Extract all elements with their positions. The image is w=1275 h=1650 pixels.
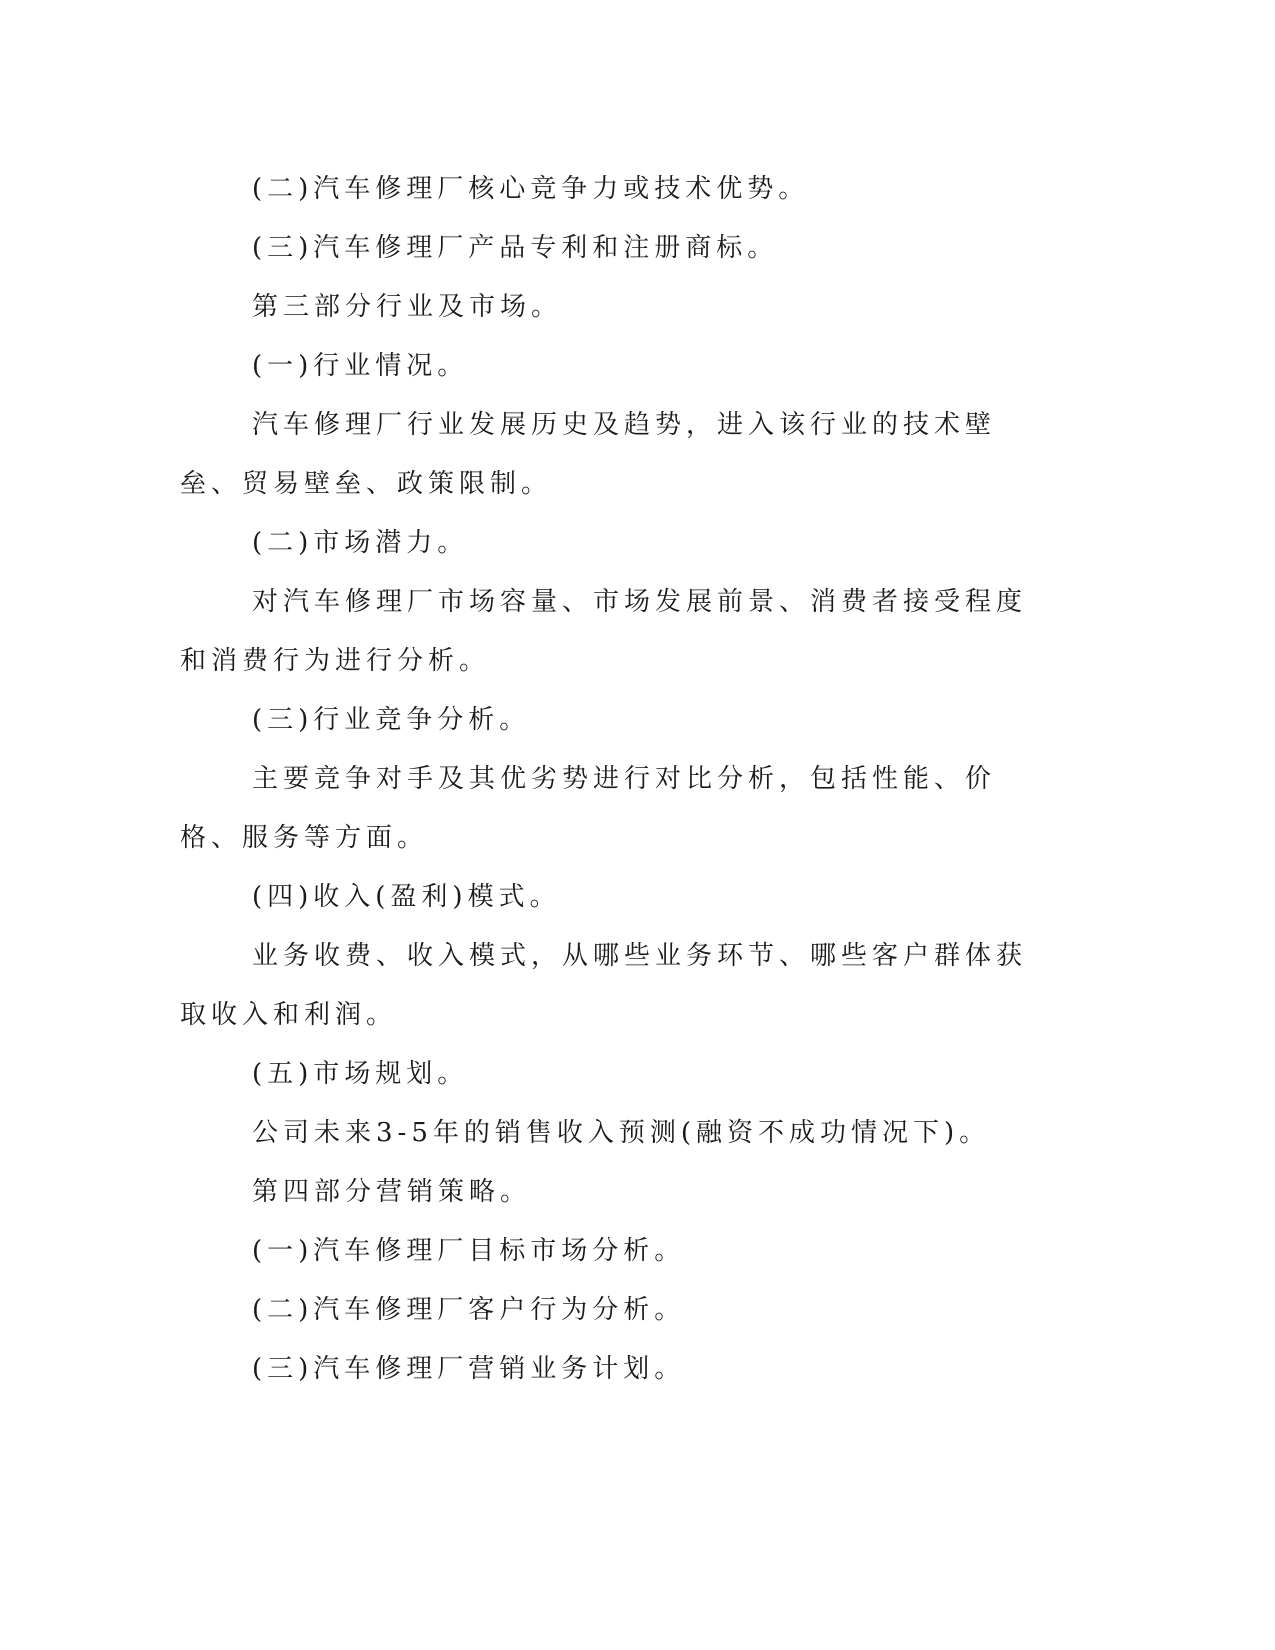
subsection-heading: (五)市场规划。	[252, 1059, 469, 1089]
paragraph: 公司未来3-5年的销售收入预测(融资不成功情况下)。	[252, 1118, 991, 1148]
subsection-heading: (三)汽车修理厂营销业务计划。	[252, 1354, 686, 1384]
paragraph: (二)汽车修理厂核心竞争力或技术优势。	[252, 174, 810, 204]
document-body	[180, 160, 1030, 1399]
subsection-heading: (二)市场潜力。	[252, 528, 469, 558]
subsection-heading: (一)行业情况。	[252, 351, 469, 381]
paragraph: 主要竞争对手及其优劣势进行对比分析，包括性能、价格、服务等方面。	[180, 764, 997, 853]
paragraph: 业务收费、收入模式，从哪些业务环节、哪些客户群体获取收入和利润。	[180, 941, 1028, 1030]
subsection-heading: (一)汽车修理厂目标市场分析。	[252, 1236, 686, 1266]
subsection-heading: (四)收入(盈利)模式。	[252, 882, 561, 912]
subsection-heading: (三)行业竞争分析。	[252, 705, 531, 735]
paragraph: 对汽车修理厂市场容量、市场发展前景、消费者接受程度和消费行为进行分析。	[180, 587, 1028, 676]
section-heading: 第四部分营销策略。	[252, 1177, 532, 1207]
subsection-heading: (二)汽车修理厂客户行为分析。	[252, 1295, 686, 1325]
section-heading: 第三部分行业及市场。	[252, 292, 563, 322]
paragraph: 汽车修理厂行业发展历史及趋势，进入该行业的技术壁垒、贸易壁垒、政策限制。	[180, 410, 997, 499]
paragraph: (三)汽车修理厂产品专利和注册商标。	[252, 233, 779, 263]
